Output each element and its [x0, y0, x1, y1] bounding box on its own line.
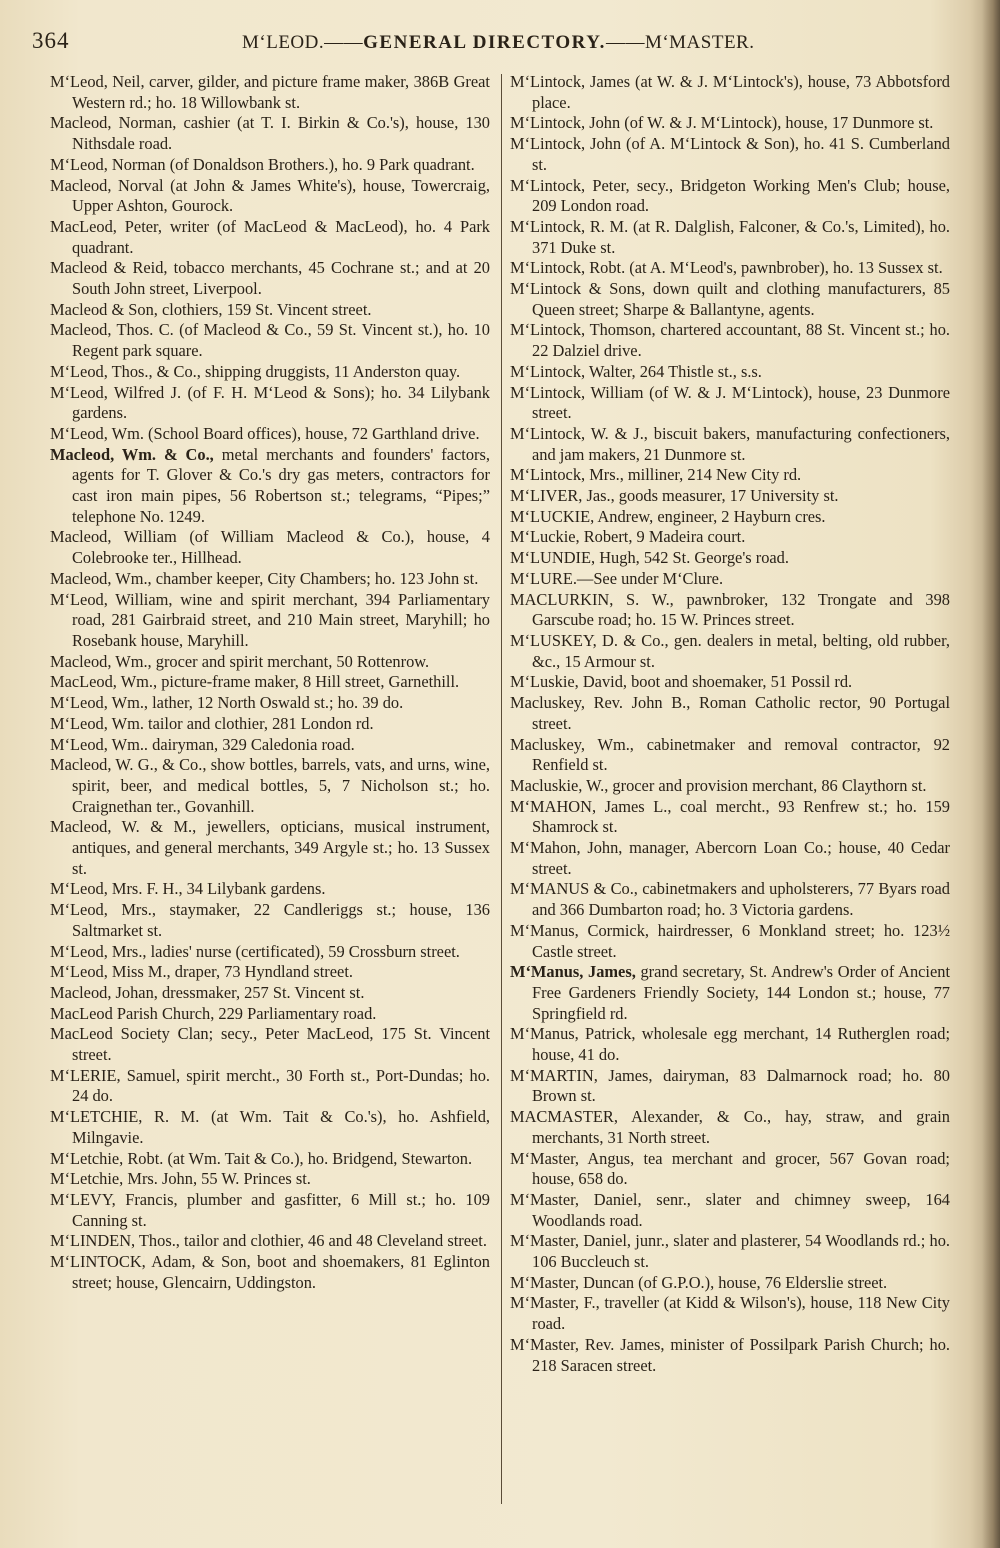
entry-text: M‘Lintock, John (of W. & J. M‘Lintock), house, 17 Dunmore st. — [510, 113, 934, 133]
entry-text: M‘Leod, Mrs. F. H., 34 Lilybank gardens. — [50, 879, 326, 899]
directory-entry — [510, 113, 950, 134]
directory-entry — [510, 1293, 950, 1334]
entry-text: M‘Lintock, R. M. (at R. Dalglish, Falconer, & Co.'s, Limited), ho. 371 Duke st. — [510, 216, 950, 257]
directory-entry — [50, 113, 490, 154]
entry-text: M‘Letchie, Mrs. John, 55 W. Princes st. — [50, 1169, 311, 1189]
entry-text: Macleod, William (of William Macleod & Co.), house, 4 Colebrooke ter., Hillhead. — [50, 527, 490, 568]
entry-text: M‘Luskie, David, boot and shoemaker, 51 Possil rd. — [510, 672, 853, 692]
directory-entry — [510, 279, 950, 320]
columns — [50, 72, 950, 1522]
running-head-right: M‘MASTER. — [644, 32, 755, 53]
entry-text: M‘Leod, William, wine and spirit merchant, 394 Parliamentary road, 281 Gairbraid street, and 210 Main street, Maryhill; ho Rosebank house, Maryhill. — [50, 589, 490, 650]
entry-text: MacLeod Society Clan; secy., Peter MacLeod, 175 St. Vincent street. — [50, 1024, 490, 1065]
page-header — [32, 28, 780, 62]
entry-text: M‘Master, Daniel, senr., slater and chimney sweep, 164 Woodlands road. — [510, 1189, 950, 1230]
entry-text: M‘Lintock, W. & J., biscuit bakers, manufacturing confectioners, and jam makers, 21 Dunmore st. — [510, 423, 950, 464]
entry-text: M‘LUCKIE, Andrew, engineer, 2 Hayburn cres. — [510, 506, 826, 526]
entry-text: M‘Leod, Wm.. dairyman, 329 Caledonia road. — [50, 734, 355, 754]
entry-name-bold: M‘Manus, James, — [510, 962, 636, 982]
entry-text: M‘MARTIN, James, dairyman, 83 Dalmarnock road; ho. 80 Brown st. — [510, 1065, 950, 1106]
entry-text: M‘Leod, Mrs., ladies' nurse (certificated), 59 Crossburn street. — [50, 941, 460, 961]
directory-entry — [50, 1004, 490, 1025]
directory-entry — [510, 424, 950, 465]
directory-entry — [50, 962, 490, 983]
entry-text: M‘Leod, Wm., lather, 12 North Oswald st.; ho. 39 do. — [50, 693, 404, 713]
entry-text: Macleod, Wm., chamber keeper, City Chambers; ho. 123 John st. — [50, 568, 479, 588]
directory-entry — [510, 1231, 950, 1272]
running-head-left: M‘LEOD. — [242, 32, 325, 53]
entry-text: Macluskie, W., grocer and provision merchant, 86 Claythorn st. — [510, 775, 927, 795]
entry-text: Macleod, Wm., grocer and spirit merchant, 50 Rottenrow. — [50, 651, 430, 671]
entry-text: M‘Lintock, William (of W. & J. M‘Lintock), house, 23 Dunmore street. — [510, 382, 950, 423]
entry-text: M‘Master, Angus, tea merchant and grocer, 567 Govan road; house, 658 do. — [510, 1148, 950, 1189]
directory-entry — [50, 217, 490, 258]
entry-text: M‘Leod, Neil, carver, gilder, and picture frame maker, 386B Great Western rd.; ho. 18 Willowbank st. — [50, 72, 490, 112]
directory-entry — [50, 652, 490, 673]
entry-text: M‘LIVER, Jas., goods measurer, 17 University st. — [510, 486, 839, 506]
directory-entry — [510, 507, 950, 528]
directory-entry — [50, 755, 490, 817]
directory-entry — [510, 1190, 950, 1231]
directory-entry — [510, 962, 950, 1024]
directory-entry — [50, 320, 490, 361]
directory-entry — [50, 590, 490, 652]
entry-text: M‘Luckie, Robert, 9 Madeira court. — [510, 527, 746, 547]
directory-entry — [510, 258, 950, 279]
entry-text: M‘Leod, Wm. (School Board offices), house, 72 Garthland drive. — [50, 423, 480, 443]
entry-text: Macleod & Son, clothiers, 159 St. Vincent street. — [50, 299, 372, 319]
running-head-separator-right: —— — [605, 32, 645, 53]
entry-text: M‘Master, F., traveller (at Kidd & Wilson's), house, 118 New City road. — [510, 1293, 950, 1334]
directory-entry — [50, 735, 490, 756]
directory-entry — [510, 921, 950, 962]
directory-entry — [510, 1066, 950, 1107]
entry-text: M‘Letchie, Robt. (at Wm. Tait & Co.), ho. Bridgend, Stewarton. — [50, 1148, 473, 1168]
directory-entry — [50, 527, 490, 568]
entry-name-bold: Macleod, Wm. & Co., — [50, 444, 214, 464]
entry-text: Macluskey, Wm., cabinetmaker and removal contractor, 92 Renfield st. — [510, 734, 950, 775]
directory-entry — [510, 548, 950, 569]
entry-text: Macleod, Johan, dressmaker, 257 St. Vincent st. — [50, 982, 365, 1002]
entry-text: M‘MAHON, James L., coal mercht., 93 Renfrew st.; ho. 159 Shamrock st. — [510, 796, 950, 837]
directory-entry — [510, 217, 950, 258]
entry-text: grand secretary, St. Andrew's Order of Ancient Free Gardeners Friendly Society, 144 London st.; house, 77 Springfield rd. — [532, 962, 950, 1023]
entry-text: M‘LETCHIE, R. M. (at Wm. Tait & Co.'s), ho. Ashfield, Milngavie. — [50, 1107, 490, 1147]
entry-text: M‘Lintock & Sons, down quilt and clothing manufacturers, 85 Queen street; Sharpe & Ballantyne, agents. — [510, 279, 950, 319]
directory-entry — [510, 631, 950, 672]
entry-text: M‘Lintock, James (at W. & J. M‘Lintock's), house, 73 Abbotsford place. — [510, 72, 950, 112]
running-head — [242, 32, 754, 54]
directory-entry — [50, 1169, 490, 1190]
entry-text: M‘LUSKEY, D. & Co., gen. dealers in metal, belting, old rubber, &c., 15 Armour st. — [510, 630, 950, 671]
running-head-title: GENERAL DIRECTORY. — [363, 32, 606, 53]
entry-text: Macleod, Norman, cashier (at T. I. Birkin & Co.'s), house, 130 Nithsdale road. — [50, 113, 490, 154]
directory-entry — [50, 942, 490, 963]
entry-text: MacLeod Parish Church, 229 Parliamentary road. — [50, 1003, 377, 1023]
directory-entry — [50, 714, 490, 735]
entry-text: Macleod & Reid, tobacco merchants, 45 Cochrane st.; and at 20 South John street, Liverpool. — [50, 258, 490, 299]
directory-entry — [50, 176, 490, 217]
directory-entry — [50, 155, 490, 176]
directory-entry — [510, 693, 950, 734]
entry-text: M‘Manus, Patrick, wholesale egg merchant, 14 Rutherglen road; house, 41 do. — [510, 1024, 950, 1065]
entry-text: metal merchants and founders' factors, agents for T. Glover & Co.'s dry gas meters, contractors for cast iron main pipes, 56 Robertson st.; telegrams, “Pipes;” telephone No. 1249. — [72, 444, 490, 526]
entry-text: M‘Lintock, Walter, 264 Thistle st., s.s. — [510, 361, 762, 381]
entry-text: MACMASTER, Alexander, & Co., hay, straw, and grain merchants, 31 North street. — [510, 1107, 950, 1147]
entry-text: MacLeod, Peter, writer (of MacLeod & MacLeod), ho. 4 Park quadrant. — [50, 216, 490, 257]
directory-entry — [50, 72, 490, 113]
entry-text: M‘Leod, Wm. tailor and clothier, 281 London rd. — [50, 713, 374, 733]
directory-entry — [50, 383, 490, 424]
entry-text: Macleod, W. & M., jewellers, opticians, musical instrument, antiques, and general merchants, 349 Argyle st.; ho. 13 Sussex st. — [50, 817, 490, 878]
directory-entry — [510, 1273, 950, 1294]
entry-text: M‘Lintock, Peter, secy., Bridgeton Working Men's Club; house, 209 London road. — [510, 175, 950, 216]
entry-text: Macleod, Norval (at John & James White's), house, Towercraig, Upper Ashton, Gourock. — [50, 175, 490, 216]
directory-entry — [510, 797, 950, 838]
entry-text: M‘LERIE, Samuel, spirit mercht., 30 Forth st., Port-Dundas; ho. 24 do. — [50, 1065, 490, 1106]
directory-entry — [50, 258, 490, 299]
directory-entry — [510, 590, 950, 631]
entry-text: Macluskey, Rev. John B., Roman Catholic rector, 90 Portugal street. — [510, 693, 950, 733]
entry-text: M‘Mahon, John, manager, Abercorn Loan Co.; house, 40 Cedar street. — [510, 838, 950, 878]
entry-text: M‘Master, Duncan (of G.P.O.), house, 76 Elderslie street. — [510, 1272, 888, 1292]
entry-text: MACLURKIN, S. W., pawnbroker, 132 Trongate and 398 Garscube road; ho. 15 W. Princes street. — [510, 589, 950, 630]
entry-text: M‘LEVY, Francis, plumber and gasfitter, 6 Mill st.; ho. 109 Canning st. — [50, 1189, 490, 1230]
directory-entry — [50, 693, 490, 714]
directory-entry — [510, 879, 950, 920]
directory-entry — [50, 879, 490, 900]
entry-text: M‘LUNDIE, Hugh, 542 St. George's road. — [510, 548, 789, 568]
entry-text: M‘Leod, Miss M., draper, 73 Hyndland street. — [50, 962, 353, 982]
directory-entry — [510, 72, 950, 113]
directory-entry — [510, 1024, 950, 1065]
binding-shadow — [982, 0, 1000, 1548]
directory-entry — [510, 838, 950, 879]
directory-entry — [510, 362, 950, 383]
entry-text: M‘Lintock, Robt. (at A. M‘Leod's, pawnbrober), ho. 13 Sussex st. — [510, 258, 943, 278]
entry-text: M‘Leod, Thos., & Co., shipping druggists, 11 Anderston quay. — [50, 361, 461, 381]
directory-entry — [510, 134, 950, 175]
directory-entry — [50, 983, 490, 1004]
entry-text: M‘MANUS & Co., cabinetmakers and upholsterers, 77 Byars road and 366 Dumbarton road; ho. 3 Victoria gardens. — [510, 879, 950, 920]
directory-entry — [50, 817, 490, 879]
directory-entry — [510, 776, 950, 797]
directory-entry — [510, 486, 950, 507]
directory-entry — [510, 1107, 950, 1148]
page-number: 364 — [32, 28, 70, 53]
directory-entry — [510, 320, 950, 361]
directory-entry — [510, 176, 950, 217]
entry-text: M‘LURE.—See under M‘Clure. — [510, 568, 724, 588]
directory-entry — [510, 735, 950, 776]
directory-entry — [50, 362, 490, 383]
entry-text: M‘LINDEN, Thos., tailor and clothier, 46 and 48 Cleveland street. — [50, 1231, 487, 1251]
directory-entry — [510, 465, 950, 486]
directory-entry — [510, 527, 950, 548]
directory-entry — [50, 1252, 490, 1293]
entry-text: M‘Leod, Wilfred J. (of F. H. M‘Leod & Sons); ho. 34 Lilybank gardens. — [50, 382, 490, 423]
directory-entry — [50, 1107, 490, 1148]
entry-text: Macleod, W. G., & Co., show bottles, barrels, vats, and urns, wine, spirit, beer, and medical bottles, 5, 7 Nicholson st.; ho. Craignethan ter., Govanhill. — [50, 755, 490, 816]
directory-entry — [510, 383, 950, 424]
directory-entry — [50, 1231, 490, 1252]
directory-entry — [50, 424, 490, 445]
entry-text: M‘Leod, Norman (of Donaldson Brothers.), ho. 9 Park quadrant. — [50, 154, 475, 174]
directory-entry — [510, 569, 950, 590]
directory-entry — [50, 1024, 490, 1065]
directory-entry — [50, 445, 490, 528]
left-column — [50, 72, 490, 1293]
column-divider — [501, 74, 502, 1504]
right-column — [510, 72, 950, 1376]
entry-text: Macleod, Thos. C. (of Macleod & Co., 59 St. Vincent st.), ho. 10 Regent park square. — [50, 320, 490, 361]
directory-entry — [50, 569, 490, 590]
directory-entry — [510, 672, 950, 693]
entry-text: M‘Lintock, John (of A. M‘Lintock & Son), ho. 41 S. Cumberland st. — [510, 134, 950, 174]
directory-entry — [50, 300, 490, 321]
entry-text: MacLeod, Wm., picture-frame maker, 8 Hill street, Garnethill. — [50, 672, 460, 692]
directory-entry — [50, 1190, 490, 1231]
entry-text: M‘Manus, Cormick, hairdresser, 6 Monkland street; ho. 123½ Castle street. — [510, 920, 950, 961]
directory-entry — [50, 1066, 490, 1107]
directory-entry — [50, 672, 490, 693]
directory-entry — [510, 1149, 950, 1190]
entry-text: M‘Master, Rev. James, minister of Possilpark Parish Church; ho. 218 Saracen street. — [510, 1334, 950, 1375]
entry-text: M‘Lintock, Mrs., milliner, 214 New City rd. — [510, 465, 802, 485]
running-head-separator-left: —— — [324, 32, 364, 53]
directory-entry — [510, 1335, 950, 1376]
entry-text: M‘Master, Daniel, junr., slater and plasterer, 54 Woodlands rd.; ho. 106 Buccleuch st. — [510, 1231, 950, 1272]
entry-text: M‘Leod, Mrs., staymaker, 22 Candleriggs st.; house, 136 Saltmarket st. — [50, 900, 490, 940]
directory-entry — [50, 1149, 490, 1170]
directory-entry — [50, 900, 490, 941]
entry-text: M‘LINTOCK, Adam, & Son, boot and shoemakers, 81 Eglinton street; house, Glencairn, Uddingston. — [50, 1252, 490, 1292]
entry-text: M‘Lintock, Thomson, chartered accountant, 88 St. Vincent st.; ho. 22 Dalziel drive. — [510, 320, 950, 361]
